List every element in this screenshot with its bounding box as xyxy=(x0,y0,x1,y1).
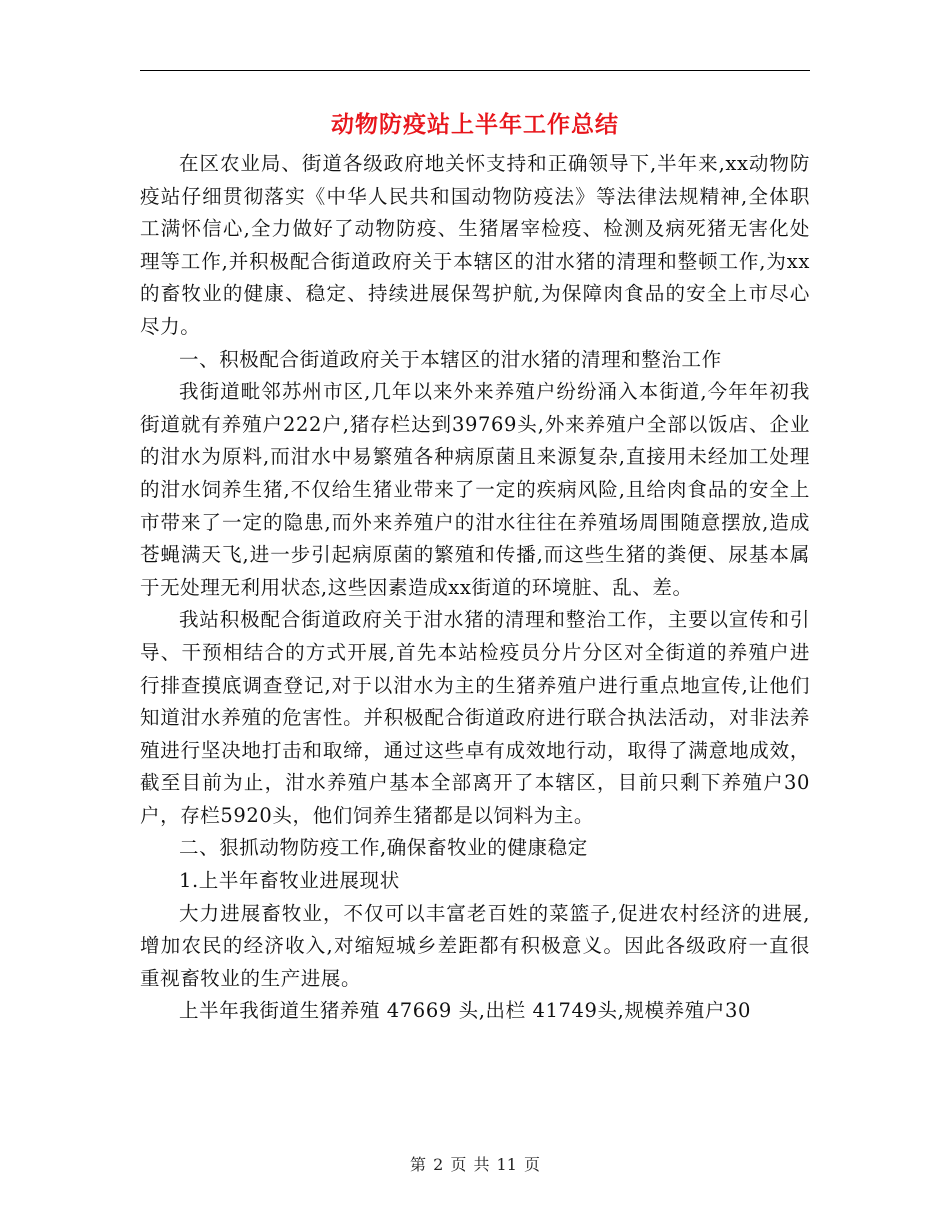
header-rule xyxy=(140,70,810,71)
paragraph-livestock-stats: 上半年我街道生猪养殖 47669 头,出栏 41749头,规模养殖户30 xyxy=(179,999,751,1023)
document-body xyxy=(140,148,810,1028)
paragraph-intro: 在区农业局、街道各级政府地关怀支持和正确领导下,半年来,xx动物防疫站仔细贯彻落实《中华人民共和国动物防疫法》等法律法规精神,全体职工满怀信心,全力做好了动物防疫、生猪屠宰检疫、检测及病死猪无害化处理等工作,并积极配合街道政府关于本辖区的泔水猪的清理和整顿工作,为xx的畜牧业的健康、稳定、持续进展保驾护航,为保障肉食品的安全上市尽心尽力。 xyxy=(140,152,810,338)
section-heading-1: 一、积极配合街道政府关于本辖区的泔水猪的清理和整治工作 xyxy=(179,347,722,371)
page-footer: 第 2 页 共 11 页 xyxy=(410,1155,540,1174)
paragraph-background: 我街道毗邻苏州市区,几年以来外来养殖户纷纷涌入本街道,今年年初我街道就有养殖户222户,猪存栏达到39769头,外来养殖户全部以饭店、企业的泔水为原料,而泔水中易繁殖各种病原菌且来源复杂,直接用未经加工处理的泔水饲养生猪,不仅给生猪业带来了一定的疾病风险,且给肉食品的安全上市带来了一定的隐患,而外来养殖户的泔水往往在养殖场周围随意摆放,造成苍蝇满天飞,进一步引起病原菌的繁殖和传播,而这些生猪的粪便、尿基本属于无处理无利用状态,这些因素造成xx街道的环境脏、乱、差。 xyxy=(140,380,810,599)
section-heading-2: 二、狠抓动物防疫工作,确保畜牧业的健康稳定 xyxy=(179,836,588,860)
subsection-heading-1: 1.上半年畜牧业进展现状 xyxy=(179,869,400,893)
document-title: 动物防疫站上半年工作总结 xyxy=(331,111,619,138)
paragraph-livestock-importance: 大力进展畜牧业，不仅可以丰富老百姓的菜篮子,促进农村经济的进展,增加农民的经济收入,对缩短城乡差距都有积极意义。因此各级政府一直很重视畜牧业的生产进展。 xyxy=(140,901,810,990)
paragraph-actions: 我站积极配合街道政府关于泔水猪的清理和整治工作，主要以宣传和引导、干预相结合的方式开展,首先本站检疫员分片分区对全街道的养殖户进行排查摸底调查登记,对于以泔水为主的生猪养殖户进行重点地宣传,让他们知道泔水养殖的危害性。并积极配合街道政府进行联合执法活动，对非法养殖进行坚决地打击和取缔，通过这些卓有成效地行动，取得了满意地成效，截至目前为止，泔水养殖户基本全部离开了本辖区，目前只剩下养殖户30户，存栏5920头，他们饲养生猪都是以饲料为主。 xyxy=(140,608,810,827)
